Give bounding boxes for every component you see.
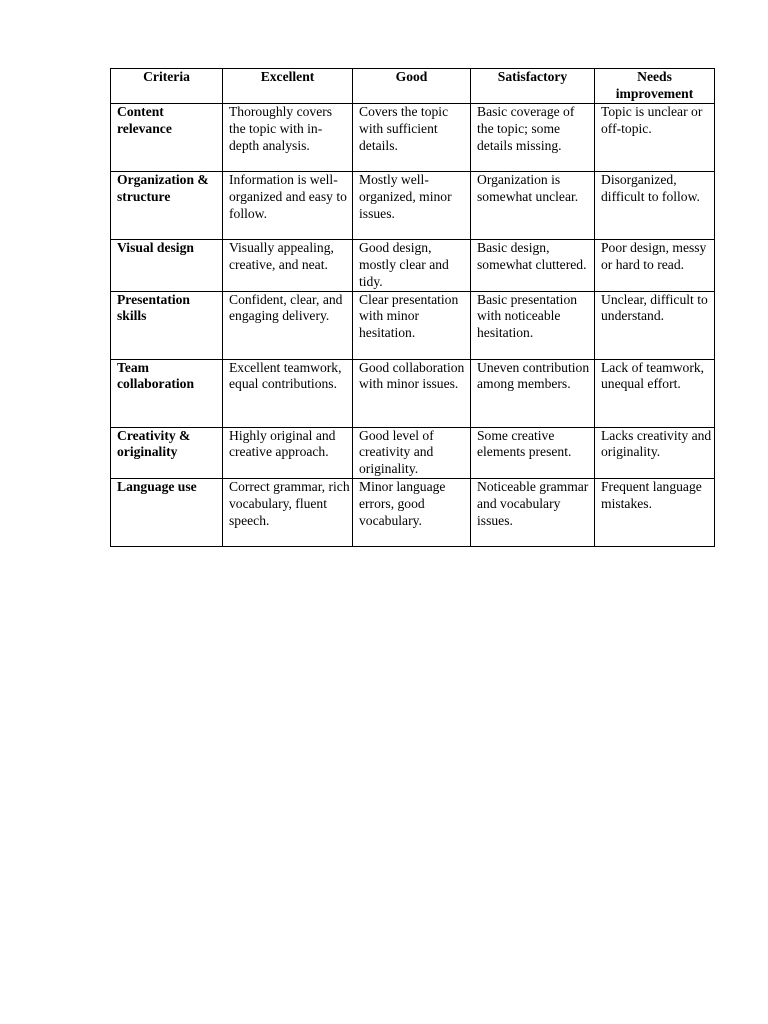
criterion-cell: Language use <box>111 479 223 547</box>
excellent-cell: Highly original and creative approach. <box>223 427 353 479</box>
good-cell: Covers the topic with sufficient details. <box>353 103 471 171</box>
needs-improvement-cell: Frequent language mistakes. <box>595 479 715 547</box>
excellent-cell: Visually appealing, creative, and neat. <box>223 239 353 291</box>
needs-improvement-cell: Disorganized, difficult to follow. <box>595 171 715 239</box>
satisfactory-cell: Uneven contribution among members. <box>471 359 595 427</box>
table-row <box>111 359 715 427</box>
criterion-cell: Organization & structure <box>111 171 223 239</box>
table-row <box>111 171 715 239</box>
header-excellent: Excellent <box>223 69 353 104</box>
rubric-table <box>110 68 715 547</box>
satisfactory-cell: Organization is somewhat unclear. <box>471 171 595 239</box>
good-cell: Minor language errors, good vocabulary. <box>353 479 471 547</box>
criterion-cell: Team collaboration <box>111 359 223 427</box>
satisfactory-cell: Noticeable grammar and vocabulary issues. <box>471 479 595 547</box>
needs-improvement-cell: Poor design, messy or hard to read. <box>595 239 715 291</box>
header-criteria: Criteria <box>111 69 223 104</box>
table-row <box>111 427 715 479</box>
excellent-cell: Information is well-organized and easy to follow. <box>223 171 353 239</box>
table-row <box>111 291 715 359</box>
table-row <box>111 479 715 547</box>
excellent-cell: Thoroughly covers the topic with in-depth analysis. <box>223 103 353 171</box>
good-cell: Mostly well-organized, minor issues. <box>353 171 471 239</box>
criterion-cell: Presentation skills <box>111 291 223 359</box>
rubric-body <box>111 103 715 546</box>
excellent-cell: Correct grammar, rich vocabulary, fluent speech. <box>223 479 353 547</box>
table-row <box>111 239 715 291</box>
header-satisfactory: Satisfactory <box>471 69 595 104</box>
satisfactory-cell: Basic coverage of the topic; some details missing. <box>471 103 595 171</box>
header-good: Good <box>353 69 471 104</box>
satisfactory-cell: Some creative elements present. <box>471 427 595 479</box>
needs-improvement-cell: Unclear, difficult to understand. <box>595 291 715 359</box>
needs-improvement-cell: Topic is unclear or off-topic. <box>595 103 715 171</box>
criterion-cell: Creativity & originality <box>111 427 223 479</box>
criterion-cell: Content relevance <box>111 103 223 171</box>
satisfactory-cell: Basic design, somewhat cluttered. <box>471 239 595 291</box>
good-cell: Good design, mostly clear and tidy. <box>353 239 471 291</box>
header-row <box>111 69 715 104</box>
excellent-cell: Confident, clear, and engaging delivery. <box>223 291 353 359</box>
good-cell: Good collaboration with minor issues. <box>353 359 471 427</box>
rubric-header <box>111 69 715 104</box>
satisfactory-cell: Basic presentation with noticeable hesitation. <box>471 291 595 359</box>
needs-improvement-cell: Lack of teamwork, unequal effort. <box>595 359 715 427</box>
criterion-cell: Visual design <box>111 239 223 291</box>
good-cell: Clear presentation with minor hesitation. <box>353 291 471 359</box>
excellent-cell: Excellent teamwork, equal contributions. <box>223 359 353 427</box>
needs-improvement-cell: Lacks creativity and originality. <box>595 427 715 479</box>
good-cell: Good level of creativity and originality. <box>353 427 471 479</box>
header-needs-improvement: Needs improvement <box>595 69 715 104</box>
table-row <box>111 103 715 171</box>
